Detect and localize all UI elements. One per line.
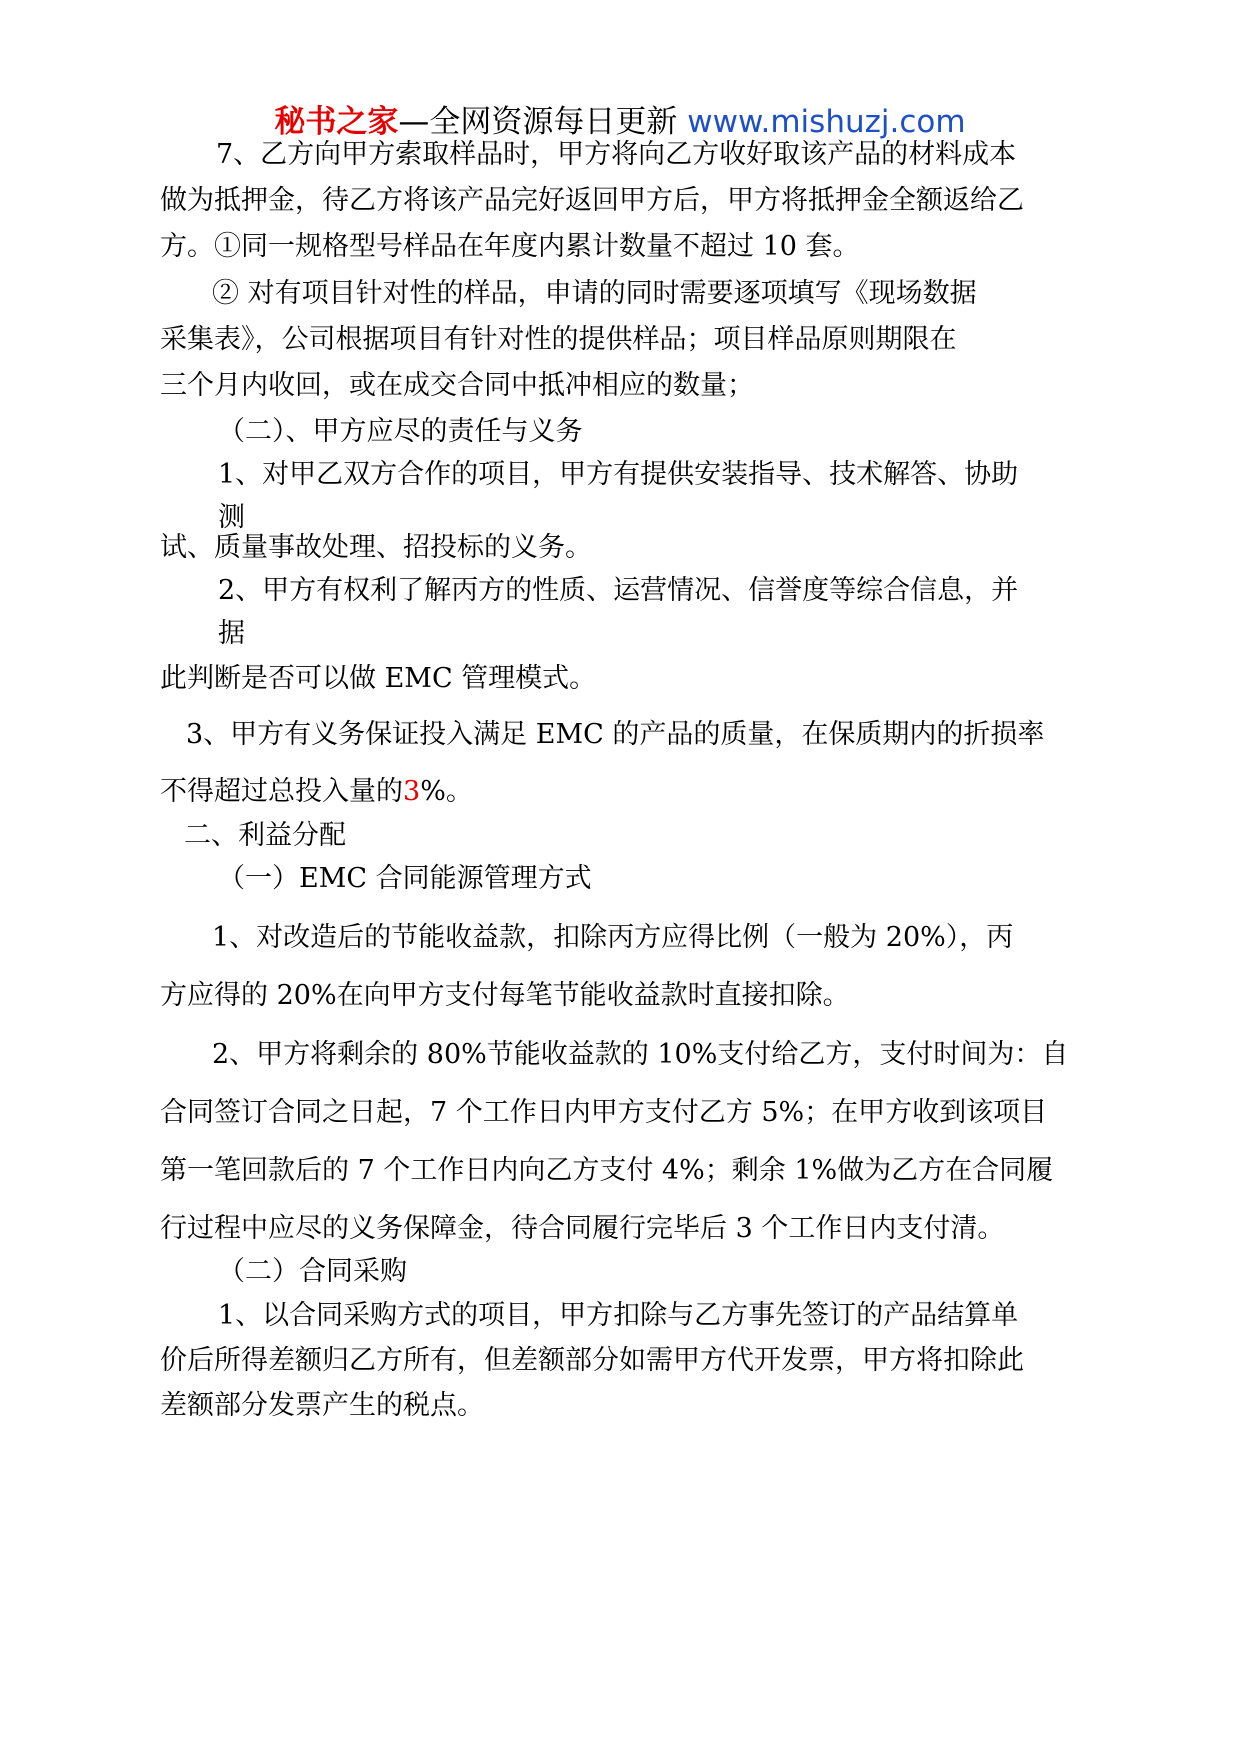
text-line: 2、甲方将剩余的 80%节能收益款的 10%支付给乙方，支付时间为：自	[212, 1039, 1069, 1070]
section-heading: （二）、甲方应尽的责任与义务	[218, 416, 583, 447]
text-line: 此判断是否可以做 EMC 管理模式。	[160, 663, 597, 694]
text-line: 第一笔回款后的 7 个工作日内向乙方支付 4%；剩余 1%做为乙方在合同履	[160, 1155, 1054, 1186]
text-line: 差额部分发票产生的税点。	[160, 1390, 484, 1421]
text-line: 合同签订合同之日起，7 个工作日内甲方支付乙方 5%；在甲方收到该项目	[160, 1097, 1048, 1128]
header-url[interactable]: www.mishuzj.com	[687, 104, 966, 140]
text-line: 方应得的 20%在向甲方支付每笔节能收益款时直接扣除。	[160, 980, 850, 1011]
text-line: 2、甲方有权利了解丙方的性质、运营情况、信誉度等综合信息，并	[218, 575, 1019, 606]
loss-rate-line	[160, 772, 473, 812]
loss-rate-text: 不得超过总投入量的	[160, 776, 403, 807]
text-line: 7、乙方向甲方索取样品时，甲方将向乙方收好取该产品的材料成本	[216, 139, 1017, 170]
text-line: 测	[218, 502, 245, 533]
text-line: 据	[218, 618, 245, 649]
text-line: ② 对有项目针对性的样品，申请的同时需要逐项填写《现场数据	[212, 278, 977, 309]
loss-rate-suffix: %。	[420, 776, 473, 807]
header-slogan: —全网资源每日更新	[398, 104, 678, 140]
header-brand: 秘书之家	[274, 104, 399, 140]
loss-rate-value: 3	[403, 776, 421, 807]
text-line: 价后所得差额归乙方所有，但差额部分如需甲方代开发票，甲方将扣除此	[160, 1345, 1024, 1376]
text-line: 方。①同一规格型号样品在年度内累计数量不超过 10 套。	[160, 231, 860, 262]
text-line: 1、以合同采购方式的项目，甲方扣除与乙方事先签订的产品结算单	[218, 1300, 1019, 1331]
text-line: 3、甲方有义务保证投入满足 EMC 的产品的质量，在保质期内的折损率	[186, 719, 1045, 750]
text-line: 1、对甲乙双方合作的项目，甲方有提供安装指导、技术解答、协助	[218, 459, 1019, 490]
text-line: 做为抵押金，待乙方将该产品完好返回甲方后，甲方将抵押金全额返给乙	[160, 185, 1024, 216]
section-heading: （一）EMC 合同能源管理方式	[218, 863, 592, 894]
text-line: 采集表》，公司根据项目有针对性的提供样品；项目样品原则期限在	[160, 324, 957, 355]
text-line: 三个月内收回，或在成交合同中抵冲相应的数量；	[160, 370, 754, 401]
text-line: 试、质量事故处理、招投标的义务。	[160, 532, 592, 563]
section-heading: （二）合同采购	[218, 1256, 407, 1287]
text-line: 行过程中应尽的义务保障金，待合同履行完毕后 3 个工作日内支付清。	[160, 1213, 1005, 1244]
text-line: 1、对改造后的节能收益款，扣除丙方应得比例（一般为 20%），丙	[212, 922, 1014, 953]
section-heading: 二、利益分配	[184, 820, 346, 851]
